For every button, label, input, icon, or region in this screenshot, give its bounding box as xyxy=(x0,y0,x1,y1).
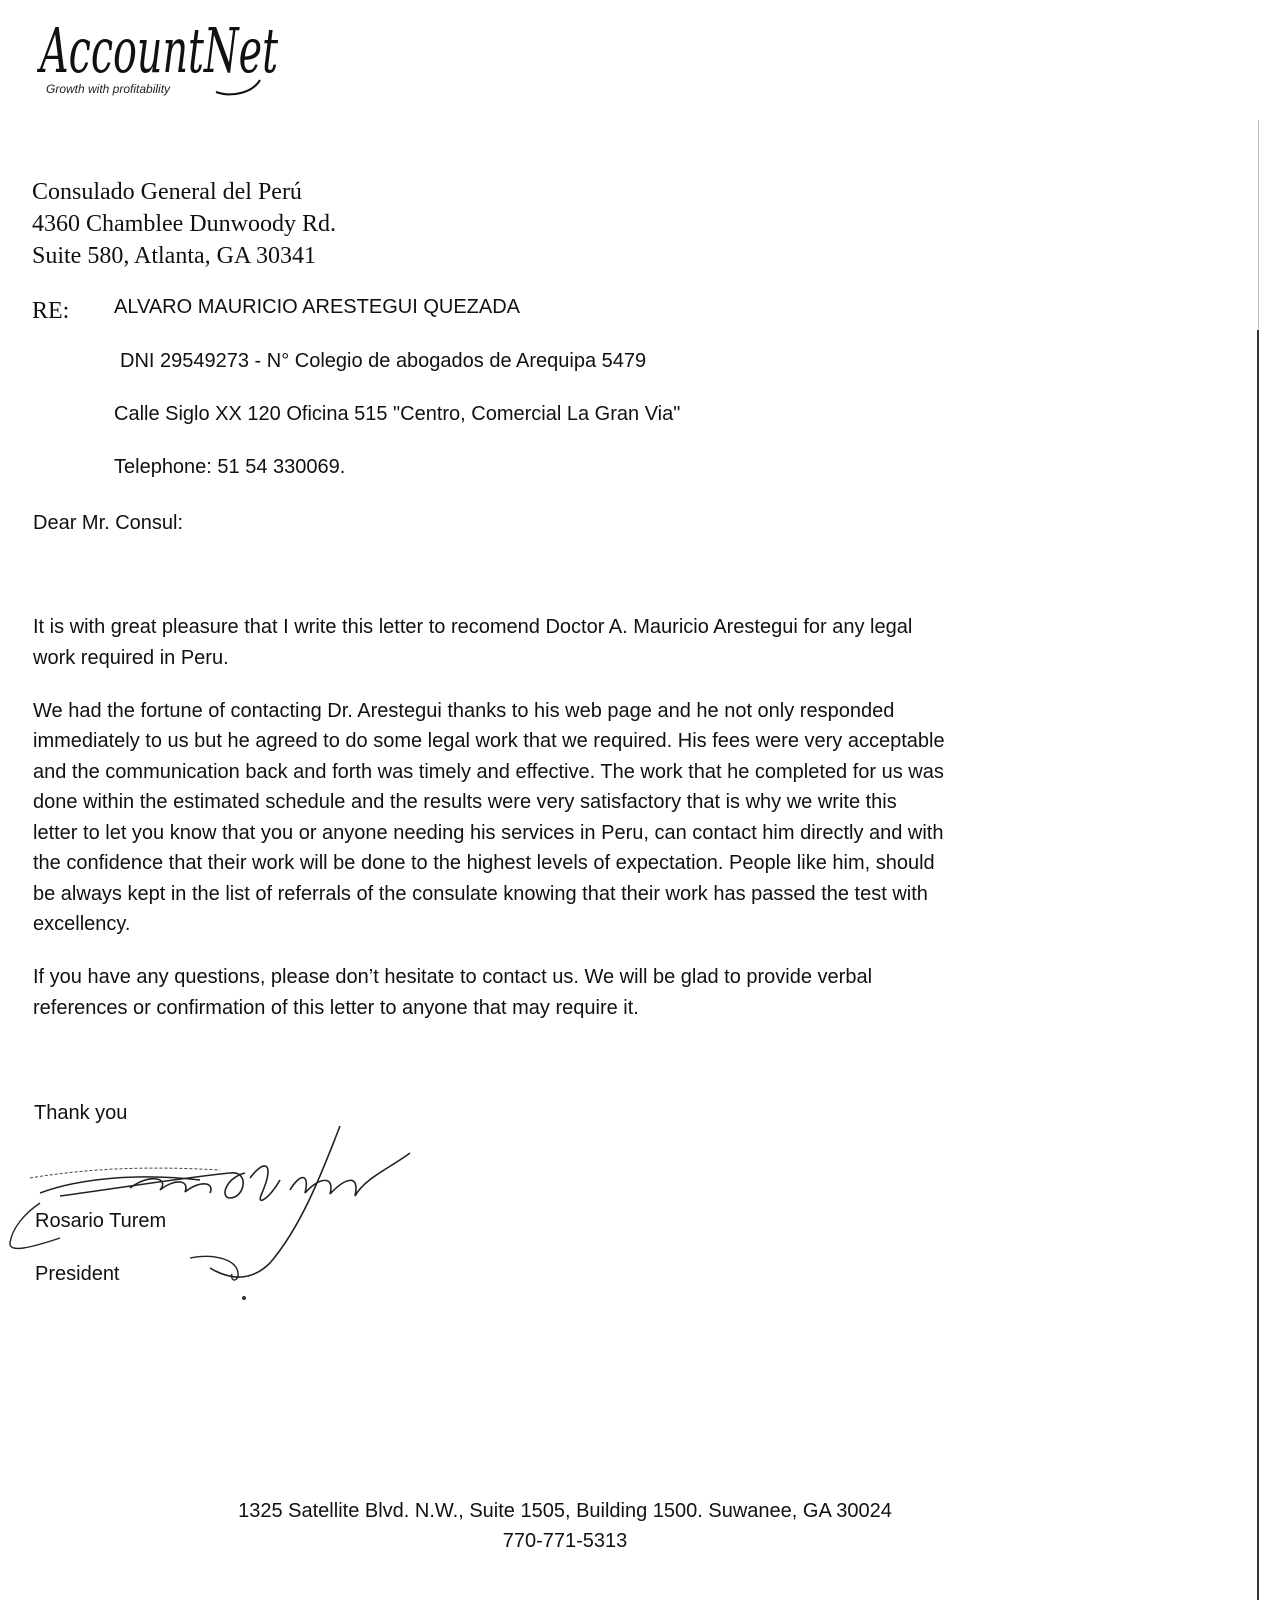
body-line: work required in Peru. xyxy=(33,647,229,669)
company-logo-graphic xyxy=(28,0,368,105)
signer-title: President xyxy=(35,1263,120,1285)
footer-address: 1325 Satellite Blvd. N.W., Suite 1505, Building 1500. Suwanee, GA 30024 xyxy=(238,1500,892,1522)
body-line: excellency. xyxy=(33,913,131,935)
signer-name: Rosario Turem xyxy=(35,1210,167,1232)
body-line: done within the estimated schedule and the results were very satisfactory that is why we write this xyxy=(33,791,897,813)
body-line: and the communication back and forth was timely and effective. The work that he completed for us was xyxy=(33,761,944,783)
body-line: If you have any questions, please don’t hesitate to contact us. We will be glad to provide verbal xyxy=(33,966,873,988)
re-label: RE: xyxy=(32,298,70,324)
body-line: letter to let you know that you or anyone needing his services in Peru, can contact him directly and with xyxy=(33,822,944,844)
body-line: the confidence that their work will be done to the highest levels of expectation. People like him, should xyxy=(33,852,935,874)
re-dni: DNI 29549273 - N° Colegio de abogados de Arequipa 5479 xyxy=(120,350,647,372)
body-line: immediately to us but he agreed to do some legal work that we required. His fees were very acceptable xyxy=(33,730,945,752)
body-line: be always kept in the list of referrals of the consulate knowing that their work has passed the test with xyxy=(33,883,928,905)
re-telephone: Telephone: 51 54 330069. xyxy=(114,456,346,478)
closing-thanks: Thank you xyxy=(34,1102,128,1124)
re-name: ALVARO MAURICIO ARESTEGUI QUEZADA xyxy=(114,296,520,318)
svg-text:AccountNet: AccountNet xyxy=(36,14,279,87)
greeting: Dear Mr. Consul: xyxy=(33,512,184,534)
body-line: It is with great pleasure that I write this letter to recomend Doctor A. Mauricio Arestegui for any legal xyxy=(33,616,913,638)
recipient-line: 4360 Chamblee Dunwoody Rd. xyxy=(32,211,336,237)
scan-edge-faint xyxy=(1258,120,1259,330)
body-line: references or confirmation of this letter to anyone that may require it. xyxy=(33,997,639,1019)
recipient-address xyxy=(32,176,336,272)
scan-edge xyxy=(1257,330,1259,1600)
body-line: We had the fortune of contacting Dr. Arestegui thanks to his web page and he not only responded xyxy=(33,700,895,722)
recipient-line: Suite 580, Atlanta, GA 30341 xyxy=(32,243,316,269)
svg-text:Growth with profitability: Growth with profitability xyxy=(46,82,171,96)
re-address: Calle Siglo XX 120 Oficina 515 "Centro, Comercial La Gran Via" xyxy=(114,403,681,425)
recipient-line: Consulado General del Perú xyxy=(32,179,302,205)
footer-phone: 770-771-5313 xyxy=(502,1530,628,1552)
company-logo xyxy=(28,0,368,105)
